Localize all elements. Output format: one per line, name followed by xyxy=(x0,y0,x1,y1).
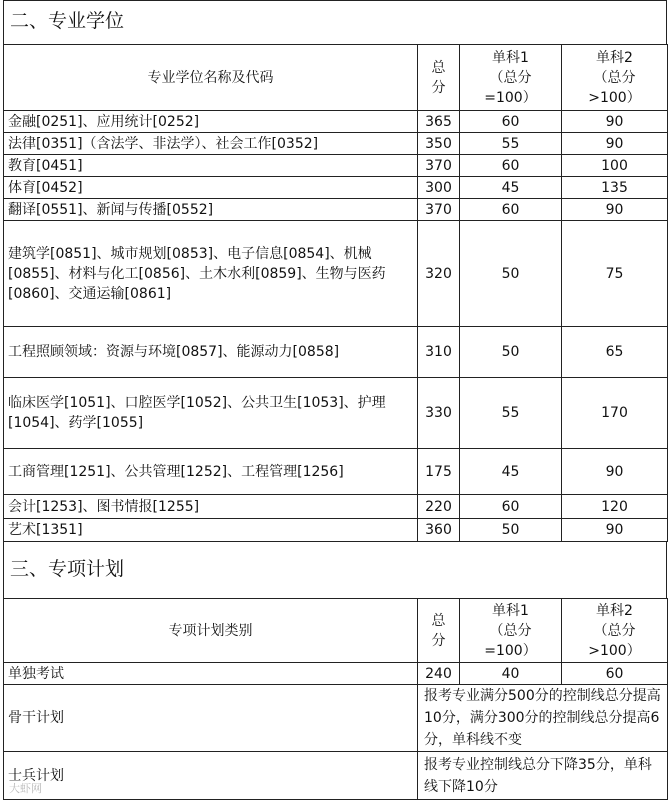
section-title-special-plan: 三、专项计划 xyxy=(3,542,667,598)
table-header-row xyxy=(4,45,668,111)
row-note: 报考专业控制线总分下降35分，单科线下降10分 xyxy=(418,752,668,800)
table-row xyxy=(4,449,668,495)
header-sub2: 单科2 （总分 >100） xyxy=(562,599,668,663)
row-total: 370 xyxy=(418,199,460,221)
header-total: 总 分 xyxy=(418,45,460,111)
row-total: 220 xyxy=(418,495,460,519)
row-name: 法律[0351]（含法学、非法学）、社会工作[0352] xyxy=(4,133,418,155)
header-name: 专项计划类别 xyxy=(4,599,418,663)
table-row xyxy=(4,378,668,449)
row-sub1: 55 xyxy=(460,378,562,449)
row-sub2: 60 xyxy=(562,663,668,685)
row-name: 金融[0251]、应用统计[0252] xyxy=(4,111,418,133)
professional-degree-table xyxy=(3,44,668,542)
row-name: 单独考试 xyxy=(4,663,418,685)
row-sub1: 55 xyxy=(460,133,562,155)
row-sub2: 170 xyxy=(562,378,668,449)
table-row xyxy=(4,327,668,378)
table-header-row xyxy=(4,599,668,663)
row-name: 骨干计划 xyxy=(4,685,418,752)
row-note: 报考专业满分500分的控制线总分提高10分，满分300分的控制线总分提高6分，单科线不变 xyxy=(418,685,668,752)
row-sub2: 135 xyxy=(562,177,668,199)
row-name: 艺术[1351] xyxy=(4,519,418,542)
table-row xyxy=(4,685,668,752)
row-total: 330 xyxy=(418,378,460,449)
row-sub1: 40 xyxy=(460,663,562,685)
row-sub2: 100 xyxy=(562,155,668,177)
header-sub1: 单科1 （总分 =100） xyxy=(460,45,562,111)
table-row xyxy=(4,495,668,519)
row-total: 370 xyxy=(418,155,460,177)
table-row xyxy=(4,663,668,685)
row-total: 310 xyxy=(418,327,460,378)
special-plan-table xyxy=(3,598,668,800)
row-name: 工程照顾领域：资源与环境[0857]、能源动力[0858] xyxy=(4,327,418,378)
row-total: 350 xyxy=(418,133,460,155)
row-sub1: 50 xyxy=(460,327,562,378)
table-row xyxy=(4,177,668,199)
row-name: 工商管理[1251]、公共管理[1252]、工程管理[1256] xyxy=(4,449,418,495)
row-name: 教育[0451] xyxy=(4,155,418,177)
row-sub1: 50 xyxy=(460,519,562,542)
row-sub2: 75 xyxy=(562,221,668,327)
table-row xyxy=(4,133,668,155)
row-sub2: 90 xyxy=(562,199,668,221)
row-sub2: 120 xyxy=(562,495,668,519)
table-row xyxy=(4,221,668,327)
row-sub1: 45 xyxy=(460,177,562,199)
row-sub2: 90 xyxy=(562,519,668,542)
row-sub2: 65 xyxy=(562,327,668,378)
row-total: 320 xyxy=(418,221,460,327)
row-sub2: 90 xyxy=(562,449,668,495)
row-total: 300 xyxy=(418,177,460,199)
header-sub1: 单科1 （总分 =100） xyxy=(460,599,562,663)
row-sub1: 45 xyxy=(460,449,562,495)
section-title-professional-degree: 二、专业学位 xyxy=(3,0,667,44)
header-total: 总 分 xyxy=(418,599,460,663)
watermark: 大虾网 xyxy=(9,782,42,795)
row-sub1: 60 xyxy=(460,199,562,221)
row-name: 翻译[0551]、新闻与传播[0552] xyxy=(4,199,418,221)
score-document xyxy=(3,0,667,800)
row-sub2: 90 xyxy=(562,133,668,155)
table-row xyxy=(4,155,668,177)
header-sub2: 单科2 （总分 >100） xyxy=(562,45,668,111)
row-name: 临床医学[1051]、口腔医学[1052]、公共卫生[1053]、护理[1054]、药学[1055] xyxy=(4,378,418,449)
row-sub2: 90 xyxy=(562,111,668,133)
row-sub1: 60 xyxy=(460,495,562,519)
row-name: 会计[1253]、图书情报[1255] xyxy=(4,495,418,519)
row-sub1: 60 xyxy=(460,111,562,133)
row-total: 175 xyxy=(418,449,460,495)
row-name: 士兵计划 xyxy=(4,752,418,800)
header-name: 专业学位名称及代码 xyxy=(4,45,418,111)
row-total: 240 xyxy=(418,663,460,685)
row-name: 体育[0452] xyxy=(4,177,418,199)
table-row xyxy=(4,752,668,800)
row-sub1: 60 xyxy=(460,155,562,177)
table-row xyxy=(4,111,668,133)
row-name: 建筑学[0851]、城市规划[0853]、电子信息[0854]、机械[0855]、材料与化工[0856]、土木水利[0859]、生物与医药[0860]、交通运输[0861] xyxy=(4,221,418,327)
row-total: 365 xyxy=(418,111,460,133)
table-row xyxy=(4,519,668,542)
table-row xyxy=(4,199,668,221)
row-sub1: 50 xyxy=(460,221,562,327)
row-total: 360 xyxy=(418,519,460,542)
